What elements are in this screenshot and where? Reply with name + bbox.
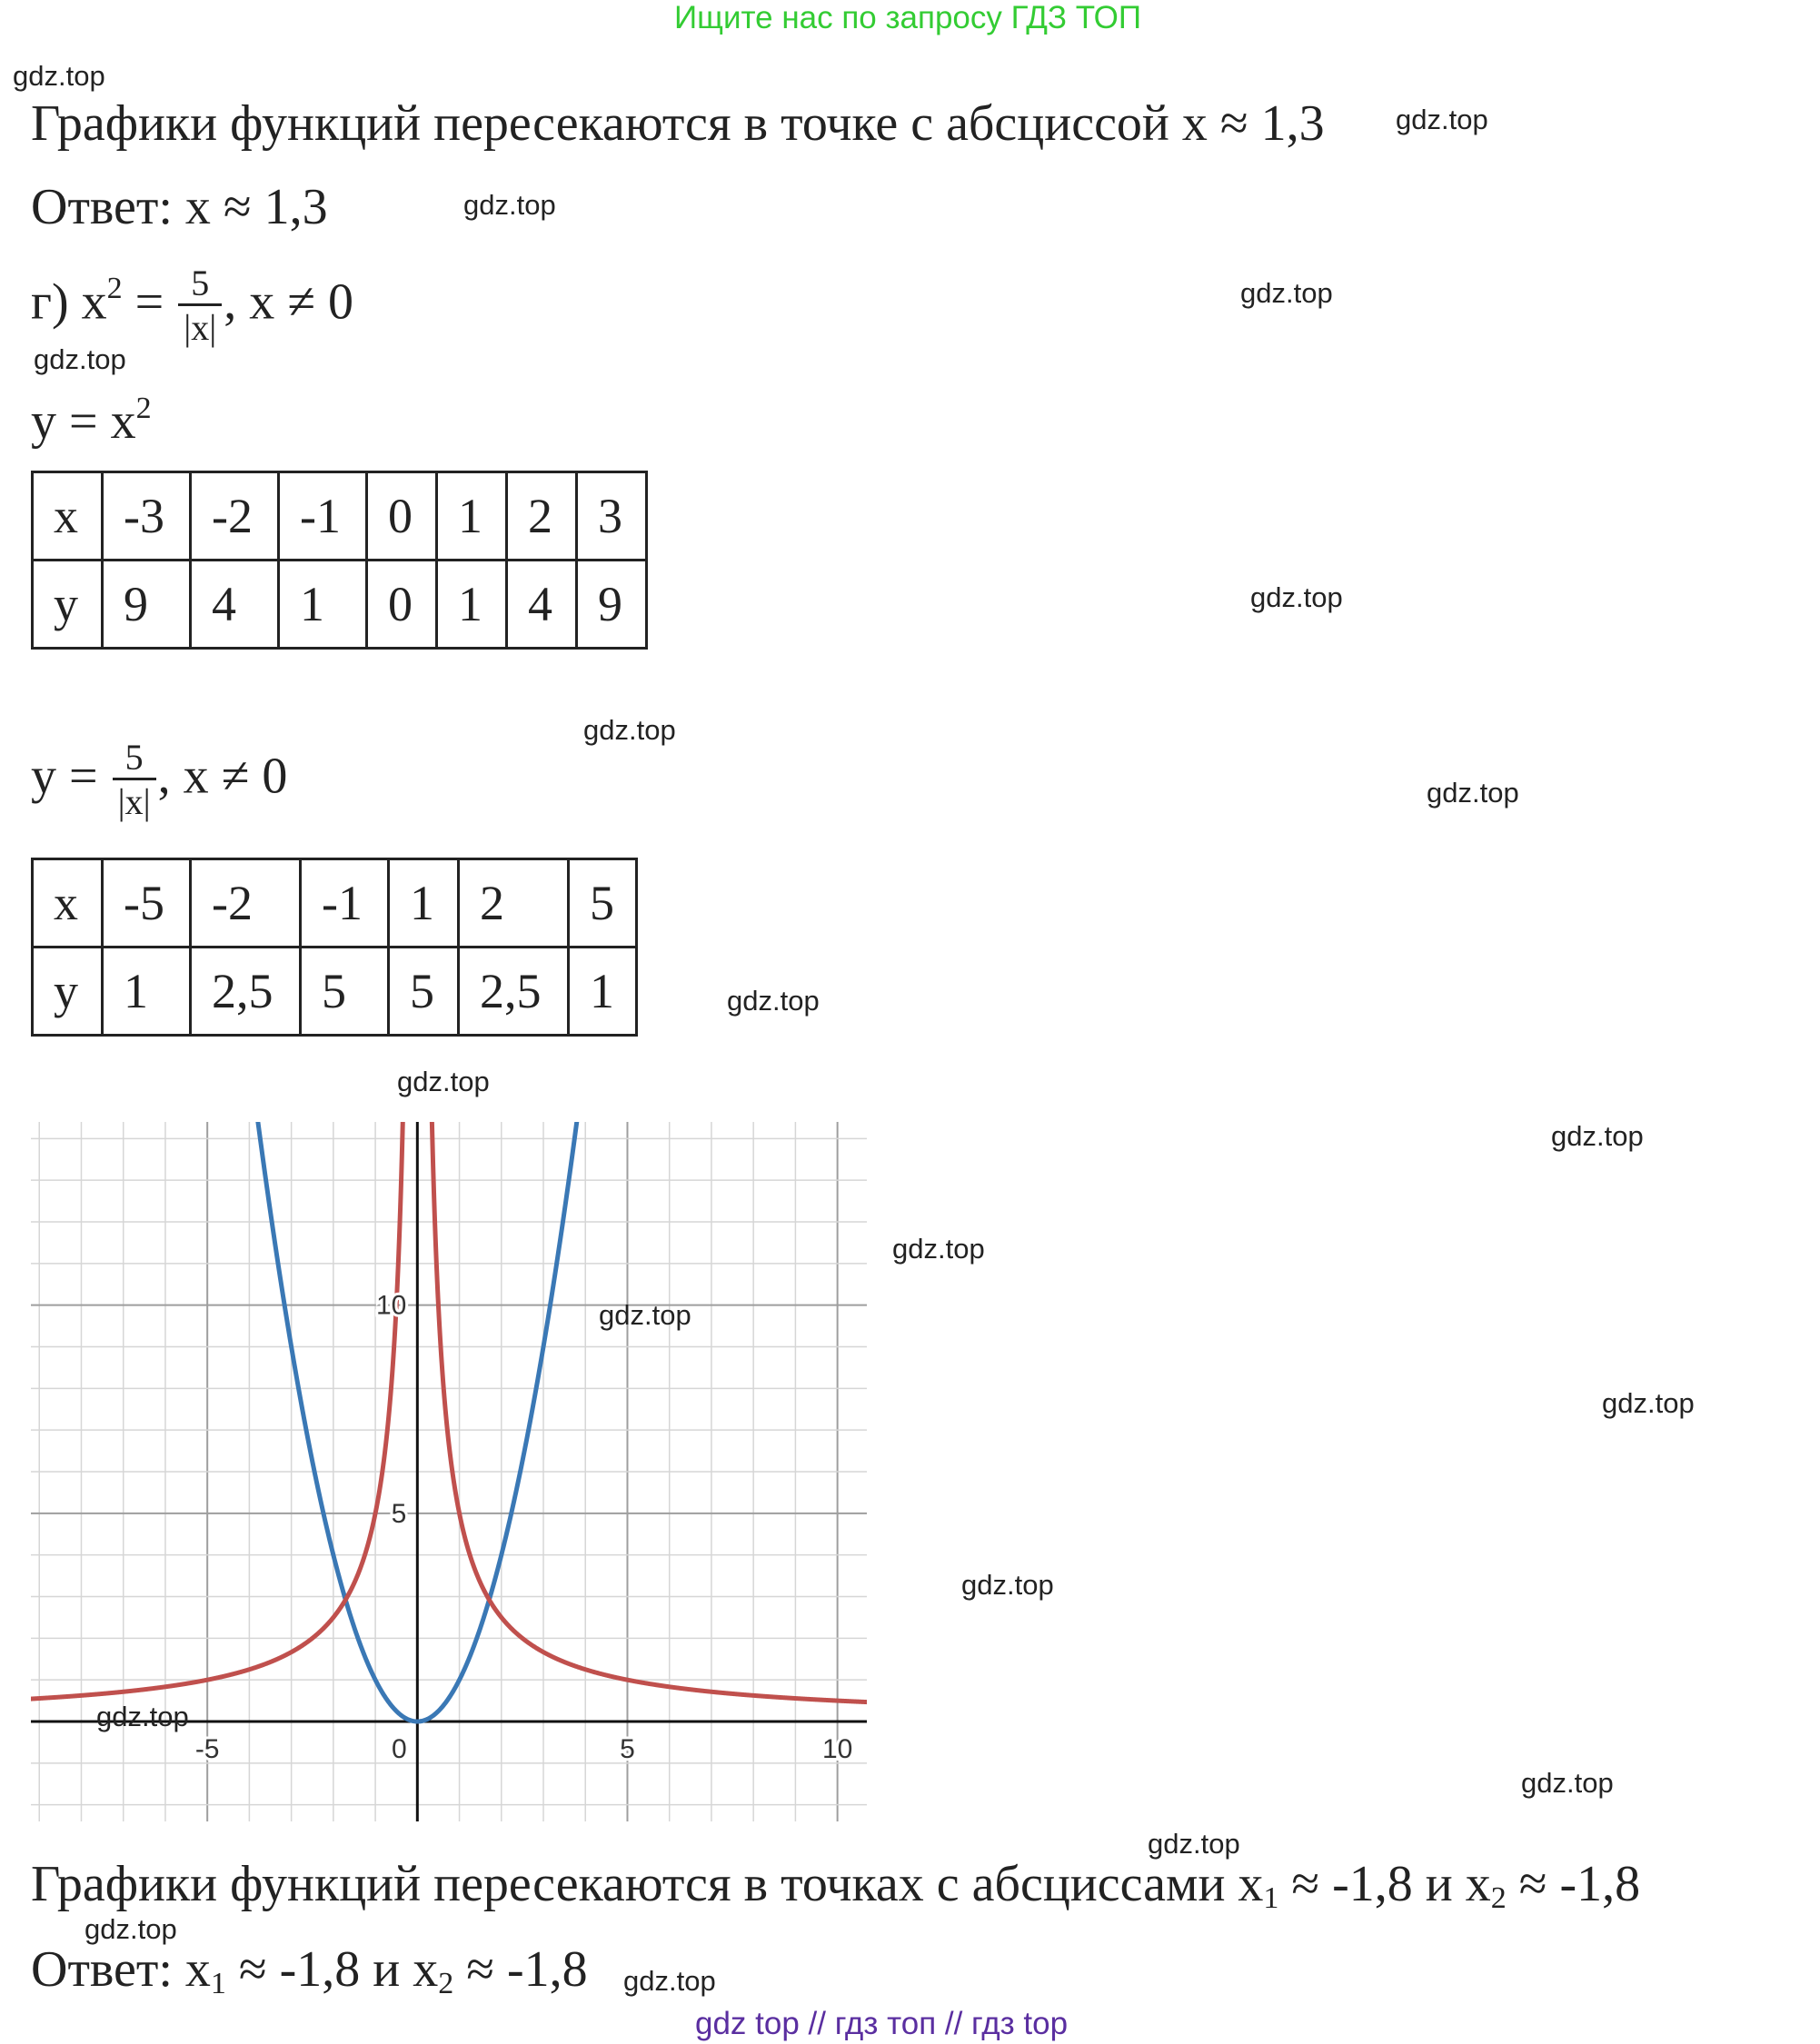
table-cell: 5: [389, 948, 459, 1036]
line2-part-c: ≈ -1,8: [1506, 1856, 1641, 1912]
watermark: gdz.top: [623, 1965, 716, 1997]
x-tick-label: 0: [391, 1734, 407, 1764]
watermark: gdz.top: [85, 1913, 177, 1945]
table-row-y: [33, 948, 637, 1036]
function-hyperbola-suffix: , x ≠ 0: [157, 748, 288, 805]
table-cell: -1: [279, 472, 367, 561]
table-cell: -1: [301, 859, 389, 948]
table-header-y: y: [33, 948, 103, 1036]
function-parabola-exp: 2: [135, 392, 152, 425]
table-cell: 0: [367, 561, 437, 649]
table-cell: 4: [507, 561, 577, 649]
answer-g: [31, 1941, 588, 2000]
x-tick-label: 5: [620, 1734, 635, 1764]
table-cell: 4: [191, 561, 279, 649]
task-g-prefix: г) x: [31, 273, 107, 331]
table-cell: 1: [437, 472, 507, 561]
x-tick-label: -5: [194, 1734, 220, 1764]
watermark: gdz.top: [34, 343, 126, 375]
answer2-sub-1: 1: [210, 1967, 226, 2000]
answer2-part-c: ≈ -1,8: [453, 1941, 588, 1998]
watermark: gdz.top: [727, 985, 820, 1017]
watermark: gdz.top: [1148, 1828, 1240, 1860]
watermark: gdz.top: [1521, 1767, 1614, 1799]
task-g-denominator: |x|: [184, 307, 217, 348]
table-cell: 5: [569, 859, 637, 948]
watermark: gdz.top: [1551, 1120, 1644, 1152]
function-hyperbola-lhs: y =: [31, 748, 98, 805]
function-hyperbola-label: [31, 738, 287, 824]
line2-sub-2: 2: [1490, 1881, 1507, 1915]
table-cell: 9: [103, 561, 191, 649]
function-parabola-label: [31, 392, 152, 450]
line2-sub-1: 1: [1263, 1881, 1279, 1915]
table-cell: -2: [191, 472, 279, 561]
values-table-parabola: [31, 471, 648, 650]
watermark: gdz.top: [1602, 1387, 1695, 1419]
watermark: gdz.top: [397, 1066, 490, 1097]
task-g-fraction: [178, 263, 222, 350]
table-cell: 1: [389, 859, 459, 948]
intersection-statement-g: [31, 1856, 1641, 1915]
table-cell: 5: [301, 948, 389, 1036]
table-cell: 2: [507, 472, 577, 561]
watermark: gdz.top: [13, 60, 105, 92]
line2-part-a: Графики функций пересекаются в точках с абсциссами x: [31, 1856, 1264, 1912]
task-g-equation: [31, 263, 353, 350]
watermark: gdz.top: [463, 189, 556, 221]
table-row-x: [33, 859, 637, 948]
table-cell: 1: [103, 948, 191, 1036]
watermark: gdz.top: [583, 714, 676, 746]
curves: [31, 1122, 867, 1722]
watermark: gdz.top: [961, 1569, 1054, 1601]
table-cell: 2,5: [459, 948, 569, 1036]
watermark: gdz.top: [1427, 777, 1519, 809]
table-cell: 2,5: [191, 948, 301, 1036]
answer2-part-a: Ответ: x: [31, 1941, 211, 1998]
table-row-x: [33, 472, 647, 561]
table-header-x: x: [33, 859, 103, 948]
watermark: gdz.top: [1250, 581, 1343, 613]
table-row-y: [33, 561, 647, 649]
table-cell: -5: [103, 859, 191, 948]
watermark: gdz.top: [892, 1233, 985, 1265]
top-banner[interactable]: Ищите нас по запросу ГДЗ ТОП: [674, 0, 1141, 35]
function-hyperbola-fraction: [113, 738, 156, 824]
intersection-statement-c: Графики функций пересекаются в точке с абсциссой x ≈ 1,3: [31, 95, 1325, 152]
answer2-part-b: ≈ -1,8 и x: [225, 1941, 439, 1998]
answer2-sub-2: 2: [438, 1967, 454, 2000]
function-parabola-lhs: y = x: [31, 393, 136, 450]
function-hyperbola-denominator: |x|: [117, 781, 151, 822]
task-g-numerator: 5: [178, 263, 222, 306]
watermark: gdz.top: [599, 1299, 691, 1331]
table-cell: 2: [459, 859, 569, 948]
task-g-exponent: 2: [106, 272, 123, 306]
table-header-x: x: [33, 472, 103, 561]
table-cell: -2: [191, 859, 301, 948]
task-g-eq: =: [122, 273, 164, 331]
table-cell: 3: [577, 472, 647, 561]
watermark: gdz.top: [1396, 104, 1488, 135]
footer-links[interactable]: gdz top // гдз топ // гдз top: [695, 2006, 1069, 2041]
x-tick-label: 10: [821, 1734, 853, 1764]
function-hyperbola-numerator: 5: [113, 738, 156, 780]
table-header-y: y: [33, 561, 103, 649]
table-cell: 1: [437, 561, 507, 649]
table-cell: -3: [103, 472, 191, 561]
watermark: gdz.top: [96, 1701, 189, 1732]
table-cell: 9: [577, 561, 647, 649]
y-tick-label: 5: [391, 1498, 407, 1529]
task-g-suffix: , x ≠ 0: [224, 273, 353, 331]
table-cell: 1: [279, 561, 367, 649]
y-tick-label: 10: [375, 1290, 407, 1321]
answer-c: Ответ: x ≈ 1,3: [31, 179, 328, 235]
watermark: gdz.top: [1240, 277, 1333, 309]
table-cell: 0: [367, 472, 437, 561]
table-cell: 1: [569, 948, 637, 1036]
values-table-hyperbola: [31, 858, 638, 1037]
hyperbola-curve-right: [431, 1122, 867, 1702]
line2-part-b: ≈ -1,8 и x: [1278, 1856, 1491, 1912]
